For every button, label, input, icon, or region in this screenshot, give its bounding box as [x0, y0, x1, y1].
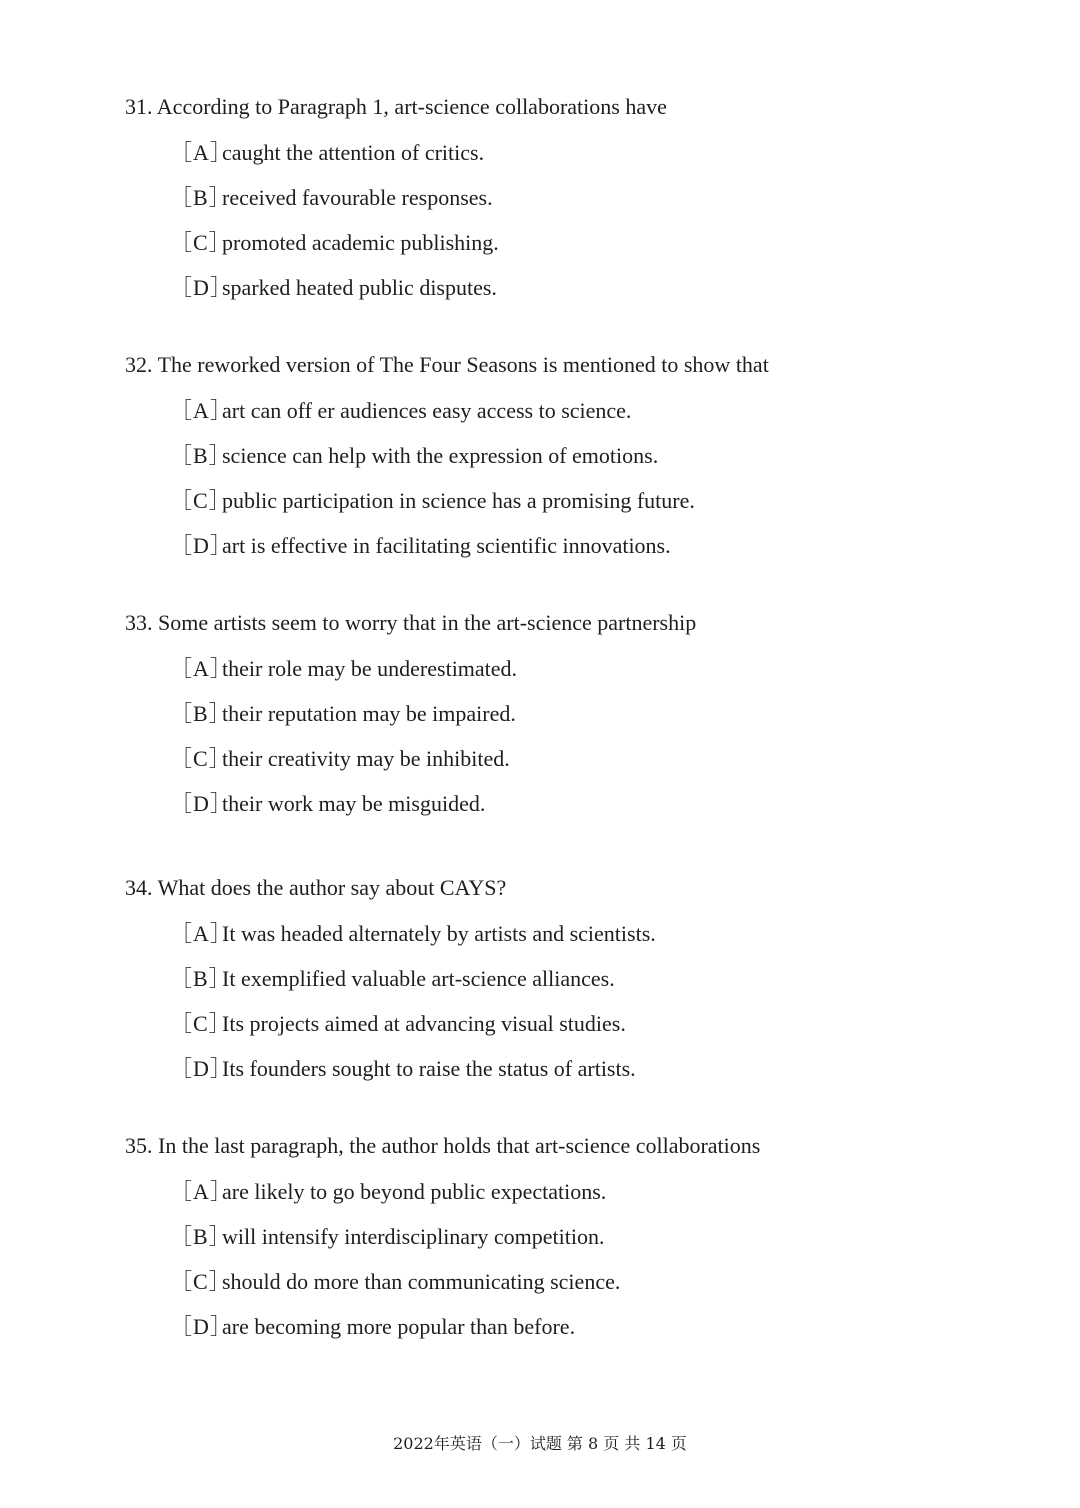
option-label: ［C］	[170, 230, 232, 255]
question-31	[125, 94, 1025, 301]
option-d	[170, 1056, 1025, 1082]
option-label: ［B］	[170, 1224, 232, 1249]
question-33	[125, 610, 1025, 817]
option-b	[170, 443, 1025, 469]
page-footer: 2022年英语（一）试题 第 8 页 共 14 页	[393, 1434, 687, 1453]
option-list	[125, 398, 1025, 559]
option-label: ［D］	[170, 533, 233, 558]
option-b	[170, 185, 1025, 211]
option-list	[125, 921, 1025, 1082]
option-label: ［D］	[170, 791, 233, 816]
option-c	[170, 488, 1025, 514]
option-d	[170, 791, 1025, 817]
option-text: their reputation may be impaired.	[222, 701, 516, 726]
question-stem: 34. What does the author say about CAYS?	[125, 875, 507, 900]
option-label: ［C］	[170, 1269, 232, 1294]
option-label: ［D］	[170, 1056, 233, 1081]
option-label: ［B］	[170, 701, 232, 726]
option-label: ［B］	[170, 185, 232, 210]
option-c	[170, 1269, 1025, 1295]
option-a	[170, 656, 1025, 682]
option-list	[125, 1179, 1025, 1340]
option-text: their work may be misguided.	[222, 791, 486, 816]
question-32	[125, 352, 1025, 559]
option-text: art can off er audiences easy access to science.	[222, 398, 632, 423]
option-d	[170, 1314, 1025, 1340]
option-b	[170, 966, 1025, 992]
option-list	[125, 140, 1025, 301]
option-text: caught the attention of critics.	[222, 140, 485, 165]
option-label: ［A］	[170, 656, 233, 681]
option-text: their role may be underestimated.	[222, 656, 518, 681]
option-text: It exemplified valuable art-science alliances.	[222, 966, 615, 991]
option-c	[170, 746, 1025, 772]
option-a	[170, 398, 1025, 424]
option-label: ［B］	[170, 966, 232, 991]
option-a	[170, 140, 1025, 166]
option-text: will intensify interdisciplinary competition.	[222, 1224, 605, 1249]
option-label: ［A］	[170, 398, 233, 423]
option-d	[170, 275, 1025, 301]
option-text: sparked heated public disputes.	[222, 275, 497, 300]
option-text: are likely to go beyond public expectations.	[222, 1179, 607, 1204]
question-34	[125, 875, 1025, 1082]
option-b	[170, 1224, 1025, 1250]
option-d	[170, 533, 1025, 559]
option-text: art is effective in facilitating scientific innovations.	[222, 533, 671, 558]
option-label: ［D］	[170, 275, 233, 300]
option-label: ［A］	[170, 1179, 233, 1204]
question-stem: 35. In the last paragraph, the author holds that art-science collaborations	[125, 1133, 761, 1158]
option-label: ［C］	[170, 746, 232, 771]
question-stem: 33. Some artists seem to worry that in the art-science partnership	[125, 610, 697, 635]
option-a	[170, 921, 1025, 947]
option-a	[170, 1179, 1025, 1205]
option-text: should do more than communicating science.	[222, 1269, 621, 1294]
option-text: received favourable responses.	[222, 185, 493, 210]
option-b	[170, 701, 1025, 727]
option-text: are becoming more popular than before.	[222, 1314, 576, 1339]
option-text: Its projects aimed at advancing visual studies.	[222, 1011, 626, 1036]
option-text: Its founders sought to raise the status of artists.	[222, 1056, 636, 1081]
option-label: ［C］	[170, 1011, 232, 1036]
option-label: ［D］	[170, 1314, 233, 1339]
question-35	[125, 1133, 1025, 1340]
option-text: their creativity may be inhibited.	[222, 746, 510, 771]
option-label: ［A］	[170, 921, 233, 946]
question-stem: 31. According to Paragraph 1, art-science collaborations have	[125, 94, 667, 119]
option-label: ［B］	[170, 443, 232, 468]
option-c	[170, 1011, 1025, 1037]
option-label: ［C］	[170, 488, 232, 513]
option-list	[125, 656, 1025, 817]
option-text: public participation in science has a promising future.	[222, 488, 695, 513]
option-c	[170, 230, 1025, 256]
option-text: promoted academic publishing.	[222, 230, 499, 255]
option-text: It was headed alternately by artists and scientists.	[222, 921, 656, 946]
question-stem: 32. The reworked version of The Four Seasons is mentioned to show that	[125, 352, 769, 377]
option-label: ［A］	[170, 140, 233, 165]
option-text: science can help with the expression of emotions.	[222, 443, 659, 468]
